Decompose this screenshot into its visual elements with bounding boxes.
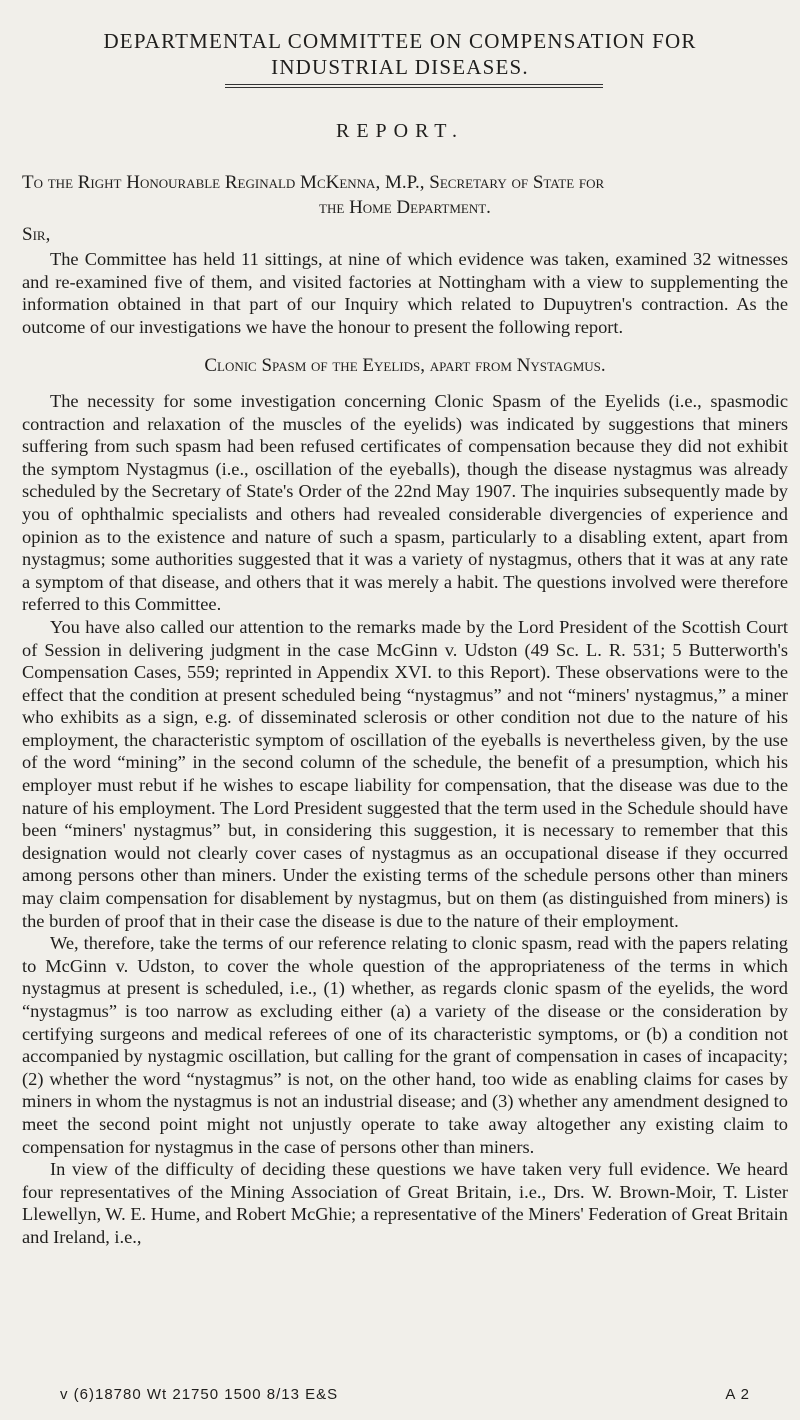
header-line-1: DEPARTMENTAL COMMITTEE ON COMPENSATION FOR [103,29,697,53]
printer-imprint: v (6)18780 Wt 21750 1500 8/13 E&S [60,1386,339,1403]
header-rule [225,84,603,88]
report-title: REPORT. [336,120,464,142]
signature-mark: A 2 [725,1386,750,1403]
address-line-1: To the Right Honourable Reginald McKenna, M.P., Secretary of State for [22,172,605,193]
body-paragraph: In view of the difficulty of deciding these questions we have taken very full evidence. We heard four representatives of the Mining Association of Great Britain, i.e., Drs. W. Brown-Moir, T. Lister Llewellyn, W. E. Hume, and Robert McGhie; a representative of the Miners' Federation of Great Britain and Ireland, i.e., [22,1159,788,1247]
body-paragraph: We, therefore, take the terms of our reference relating to clonic spasm, read with the papers relating to McGinn v. Udston, to cover the whole question of the appropriateness of the terms in which nystagmus at present is scheduled, i.e., (1) whether, as regards clonic spasm of the eyelids, the word “nystagmus” is too narrow as excluding either (a) a variety of the disease or the consideration by certifying surgeons and medical referees of one of its characteristic symptoms, or (b) a condition not accompanied by nystagmic oscillation, but calling for the grant of compensation in cases of incapacity; (2) whether the word “nystagmus” is not, on the other hand, too wide as enabling claims for cases by miners in whom the nystagmus is not an industrial disease; and (3) whether any amendment designed to meet the second point might not unjustly operate to take away altogether any existing claim to compensation for nystagmus in the case of persons other than miners. [22,933,788,1157]
address-line-2: the Home Department. [319,197,491,218]
committee-header [0,28,800,80]
section-heading: Clonic Spasm of the Eyelids, apart from Nystagmus. [204,355,606,377]
salutation: Sir, [22,224,51,245]
body-paragraph: You have also called our attention to the remarks made by the Lord President of the Scottish Court of Session in delivering judgment in the case McGinn v. Udston (49 Sc. L. R. 531; 5 Butterworth's Compensation Cases, 559; reprinted in Appendix XVI. to this Report). These observations were to the effect that the condition at present scheduled being “nystagmus” and not “miners' nystagmus,” a miner who exhibits as a sign, e.g. of disseminated sclerosis or other condition not due to the nature of his employment, the characteristic symptom of oscillation of the eyeballs is nevertheless given, by the use of the word “mining” in the second column of the schedule, the benefit of a presumption, which his employer must rebut if he wishes to escape liability for compensation, that the disease was due to the nature of his employment. The Lord President suggested that the term used in the Schedule should have been “miners' nystagmus” but, in considering this suggestion, it is necessary to remember that this designation would not clearly cover cases of nystagmus as an occupational disease if they occurred among persons other than miners. Under the existing terms of the schedule persons other than miners may claim compensation for disablement by nystagmus, but on them (as distinguished from miners) is the burden of proof that in their case the disease is due to the nature of their employment. [22,616,788,931]
body-paragraph: The necessity for some investigation concerning Clonic Spasm of the Eyelids (i.e., spasmodic contraction and relaxation of the muscles of the eyelids) was indicated by suggestions that miners suffering from such spasm had been refused certificates of compensation because they did not exhibit the symptom Nystagmus (i.e., oscillation of the eyeballs), though the disease nystagmus was already scheduled by the Secretary of State's Order of the 22nd May 1907. The inquiries subsequently made by you of ophthalmic specialists and others had revealed considerable divergencies of experience and opinion as to the existence and nature of such a spasm, particularly to a disabling extent, apart from nystagmus; some authorities suggested that it was a variety of nystagmus, others that it was at any rate a symptom of that disease, and others that it was merely a habit. The questions involved were therefore referred to this Committee. [22,390,788,615]
intro-paragraph: The Committee has held 11 sittings, at nine of which evidence was taken, examined 32 witnesses and re-examined five of them, and visited factories at Nottingham with a view to supplementing the information obtained in that part of our Inquiry which related to Dupuytren's contraction. As the outcome of our investigations we have the honour to present the following report. [22,249,788,337]
report-body [22,248,788,1249]
header-line-2: INDUSTRIAL DISEASES. [271,55,529,79]
address-block [22,170,788,220]
